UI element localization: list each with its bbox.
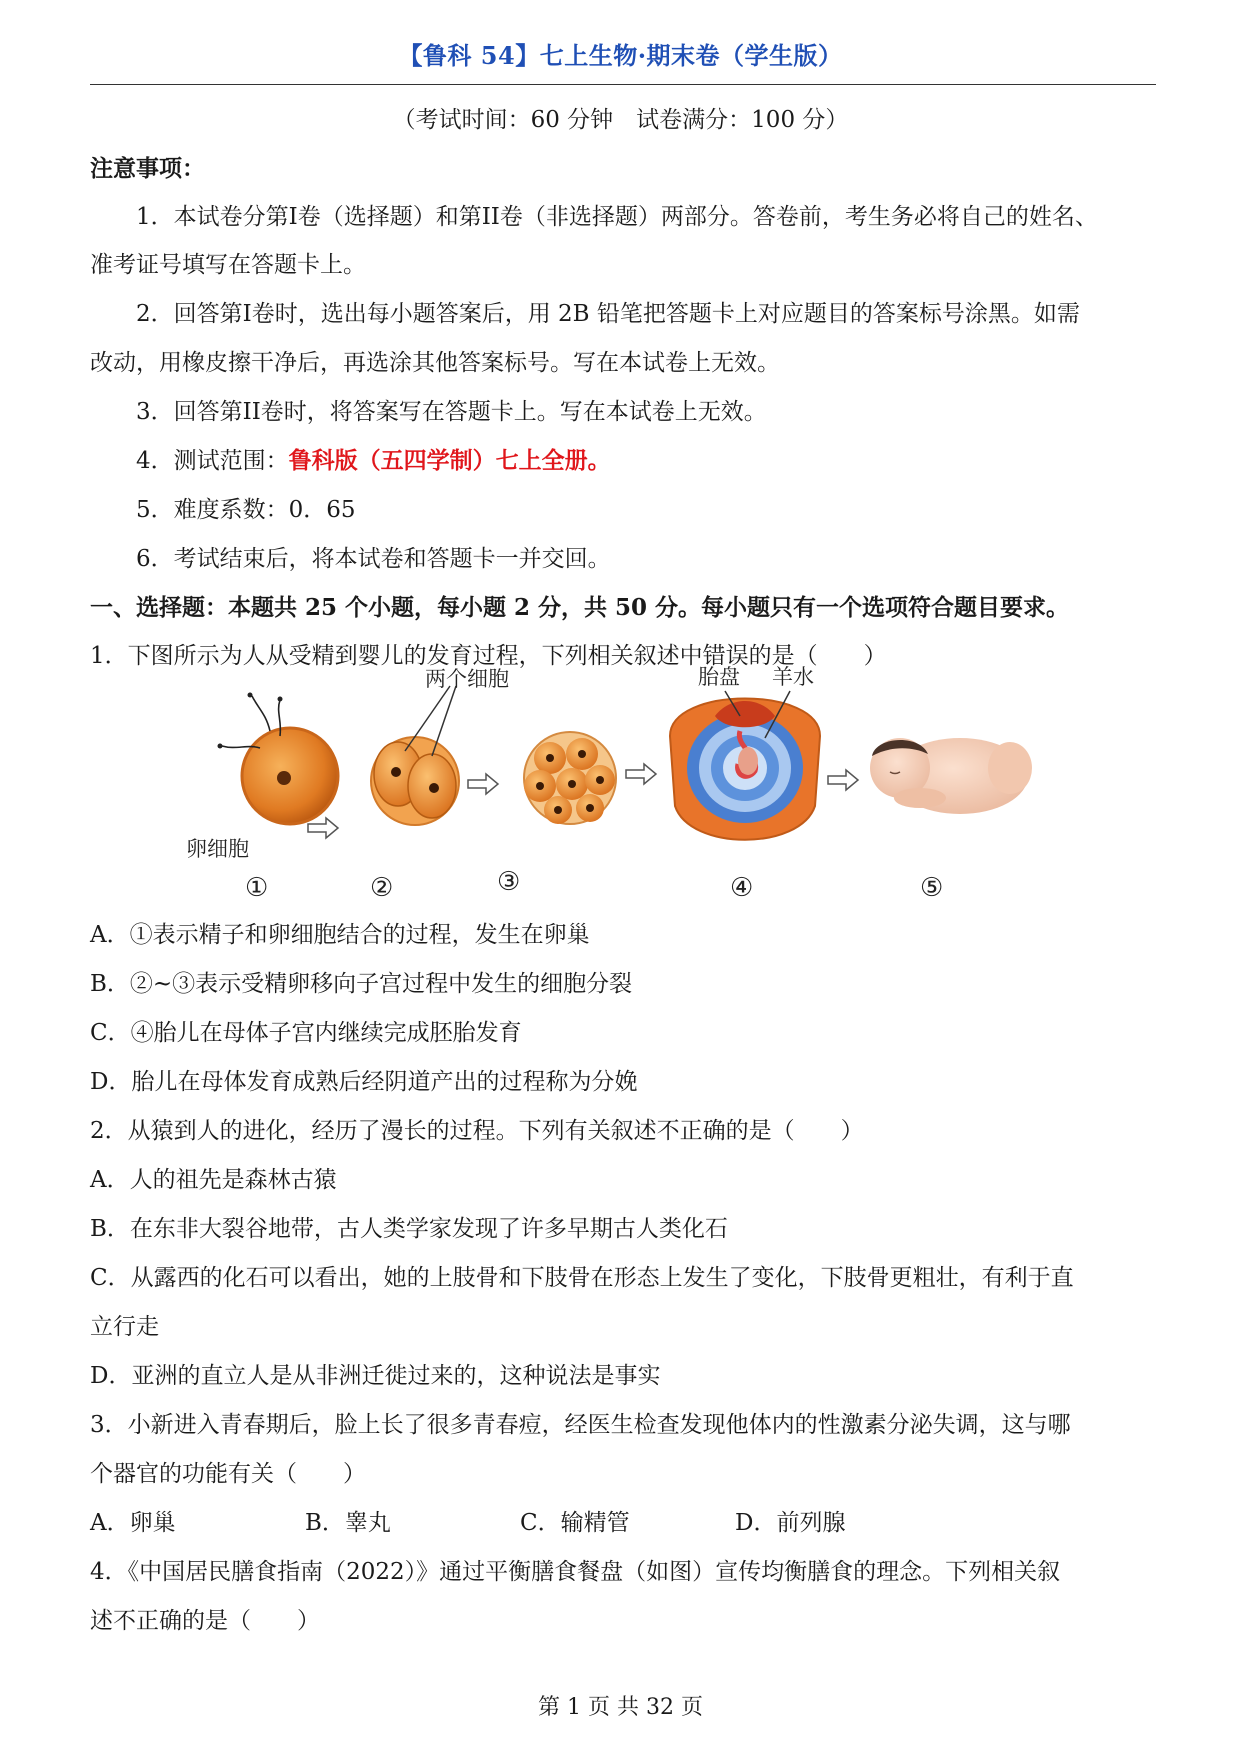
notice-item-2b: 改动，用橡皮擦干净后，再选涂其他答案标号。写在本试卷上无效。 [90,350,780,376]
q3-stem: 3．小新进入青春期后，脸上长了很多青春痘，经医生检查发现他体内的性激素分泌失调，这与哪 [90,1412,1071,1438]
stage-label-2: ② [370,873,394,903]
stage-label-5: ⑤ [920,873,944,903]
label-amniotic-fluid: 羊水 [772,665,814,689]
arrow-icon [626,764,656,784]
development-figure [186,665,1050,906]
q3-option-b: B．睾丸 [305,1510,391,1536]
notice-item-1b: 准考证号填写在答题卡上。 [90,252,366,278]
section-1-heading: 一、选择题：本题共 25 个小题，每小题 2 分，共 50 分。每小题只有一个选项符合题目要求。 [90,594,1070,621]
notice-item-4-prefix: 4．测试范围： [136,448,289,474]
arrow-icon [828,770,858,790]
q3-option-a: A．卵巢 [90,1510,176,1536]
exam-info: （考试时间：60 分钟 试卷满分：100 分） [392,107,849,133]
label-egg-cell: 卵细胞 [186,837,249,861]
notice-item-6: 6．考试结束后，将本试卷和答题卡一并交回。 [136,546,611,572]
stage-3-morula [524,732,616,824]
stage-5-baby [870,738,1032,814]
label-two-cells: 两个细胞 [425,667,509,691]
notice-item-2a: 2．回答第I卷时，选出每小题答案后，用 2B 铅笔把答题卡上对应题目的答案标号涂黑。如需 [136,301,1080,327]
q4-stem-cont: 述不正确的是（ ） [90,1608,320,1634]
q1-stem: 1．下图所示为人从受精到婴儿的发育过程，下列相关叙述中错误的是（ ） [90,643,887,669]
label-placenta: 胎盘 [698,665,740,689]
notice-item-4 [136,442,611,475]
q1-option-a: A．①表示精子和卵细胞结合的过程，发生在卵巢 [90,922,590,948]
q2-option-c: C．从露西的化石可以看出，她的上肢骨和下肢骨在形态上发生了变化，下肢骨更粗壮，有利于直 [90,1265,1074,1291]
q2-option-a: A．人的祖先是森林古猿 [90,1167,337,1193]
q3-option-d: D．前列腺 [735,1510,846,1536]
stage-label-3: ③ [497,867,521,897]
q1-option-d: D．胎儿在母体发育成熟后经阴道产出的过程称为分娩 [90,1069,638,1095]
notice-item-3: 3．回答第II卷时，将答案写在答题卡上。写在本试卷上无效。 [136,399,767,425]
q3-option-c: C．输精管 [520,1510,630,1536]
notice-item-5: 5．难度系数：0．65 [136,497,356,523]
q3-stem-cont: 个器官的功能有关（ ） [90,1461,366,1487]
notice-item-4-scope: 鲁科版（五四学制）七上全册。 [288,447,611,474]
notice-heading: 注意事项： [90,155,205,182]
page-title: 【鲁科 54】七上生物·期末卷（学生版） [398,41,843,70]
arrow-icon [468,774,498,794]
stage-label-1: ① [245,873,269,903]
header-divider [90,84,1156,85]
q1-option-b: B．②~③表示受精卵移向子宫过程中发生的细胞分裂 [90,971,633,997]
stage-4-uterus [670,691,820,840]
q2-option-d: D．亚洲的直立人是从非洲迁徙过来的，这种说法是事实 [90,1363,661,1389]
page-number: 第 1 页 共 32 页 [538,1695,703,1720]
q2-stem: 2．从猿到人的进化，经历了漫长的过程。下列有关叙述不正确的是（ ） [90,1118,864,1144]
q2-option-b: B．在东非大裂谷地带，古人类学家发现了许多早期古人类化石 [90,1216,728,1242]
notice-item-1a: 1．本试卷分第I卷（选择题）和第II卷（非选择题）两部分。答卷前，考生务必将自己的姓名、 [136,204,1098,230]
stage-label-4: ④ [730,873,754,903]
q2-option-c-cont: 立行走 [90,1314,159,1340]
stage-2-two-cells [371,686,459,825]
q4-stem: 4．《中国居民膳食指南（2022）》通过平衡膳食餐盘（如图）宣传均衡膳食的理念。下列相关叙 [90,1559,1061,1585]
arrow-icon [308,818,338,838]
q1-option-c: C．④胎儿在母体子宫内继续完成胚胎发育 [90,1020,522,1046]
stage-1-fertilization [218,693,339,825]
